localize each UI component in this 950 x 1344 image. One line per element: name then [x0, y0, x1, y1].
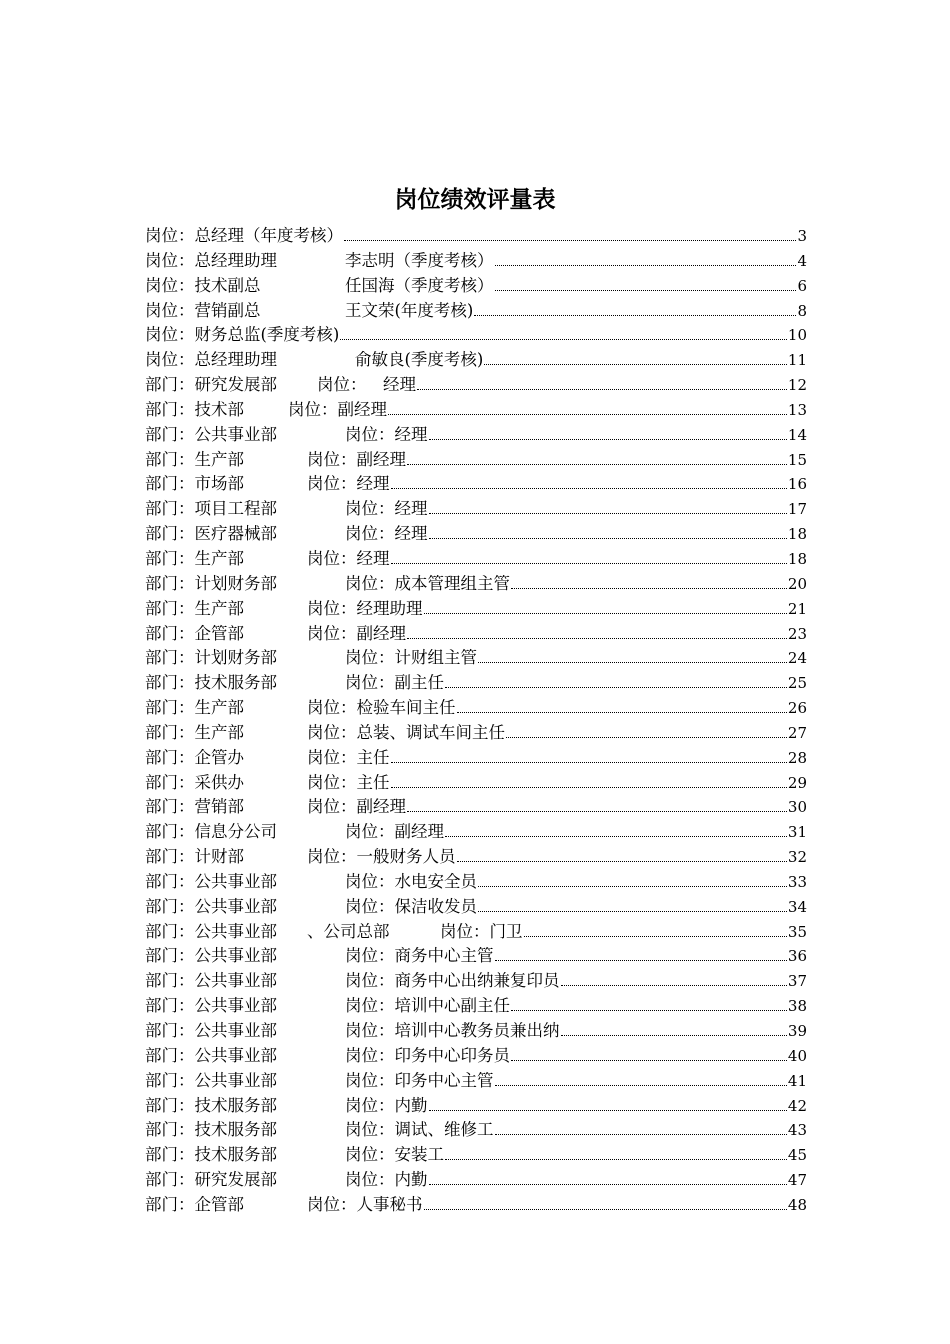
toc-entry-part: 岗位：副经理	[307, 449, 406, 469]
toc-dot-leader	[445, 835, 787, 837]
toc-entry-part: 部门：技术服务部	[145, 1145, 277, 1165]
toc-entry-part: 岗位：检验车间主任	[307, 698, 456, 718]
toc-dot-leader	[478, 910, 787, 912]
toc-entry[interactable]	[145, 249, 807, 274]
toc-dot-leader	[445, 686, 787, 688]
toc-entry[interactable]	[145, 1069, 807, 1094]
toc-entry-part: 岗位：内勤	[345, 1170, 428, 1190]
toc-entry-part: 部门：技术部	[145, 399, 244, 419]
toc-entry-part: 部门：生产部	[145, 548, 244, 568]
toc-entry-part: 岗位：印务中心主管	[345, 1070, 494, 1090]
toc-entry-part: 岗位：培训中心副主任	[345, 996, 510, 1016]
toc-entry-part: 部门：公共事业部	[145, 921, 277, 941]
toc-dot-leader	[524, 935, 787, 937]
toc-entry-part: 岗位：商务中心主管	[345, 946, 494, 966]
toc-dot-leader	[474, 314, 796, 316]
toc-entry-part: 部门：企管部	[145, 623, 244, 643]
toc-page-number: 24	[787, 649, 807, 668]
toc-entry-text	[145, 522, 428, 547]
toc-page-number: 38	[787, 997, 807, 1016]
toc-entry-part: 部门：技术服务部	[145, 1095, 277, 1115]
toc-entry-part: 部门：营销部	[145, 797, 244, 817]
toc-dot-leader	[407, 463, 787, 465]
toc-dot-leader	[391, 487, 787, 489]
toc-dot-leader	[429, 1183, 787, 1185]
toc-entry-text	[145, 994, 510, 1019]
toc-page-number: 27	[787, 723, 807, 742]
toc-page-number: 20	[787, 574, 807, 593]
toc-entry[interactable]	[145, 1019, 807, 1044]
toc-entry[interactable]	[145, 1118, 807, 1143]
toc-dot-leader	[457, 860, 787, 862]
toc-entry-part: 岗位：总装、调试车间主任	[307, 722, 505, 742]
toc-dot-leader	[445, 1158, 787, 1160]
toc-entry-text	[145, 845, 456, 870]
toc-dot-leader	[340, 338, 787, 340]
toc-page-number: 21	[787, 599, 807, 618]
toc-entry-text	[145, 249, 494, 274]
toc-page-number: 6	[797, 276, 807, 295]
toc-entry[interactable]	[145, 224, 807, 249]
toc-entry-part: 岗位：总经理助理	[145, 250, 277, 270]
toc-entry-text	[145, 597, 423, 622]
toc-page-number: 14	[787, 425, 807, 444]
toc-page-number: 16	[787, 475, 807, 494]
toc-dot-leader	[407, 810, 787, 812]
toc-entry-part: 岗位：成本管理组主管	[345, 573, 510, 593]
toc-dot-leader	[495, 264, 797, 266]
toc-dot-leader	[388, 413, 787, 415]
toc-page-number: 32	[787, 848, 807, 867]
toc-entry[interactable]	[145, 895, 807, 920]
toc-entry-part: 部门：项目工程部	[145, 499, 277, 519]
toc-entry-part: 岗位：经理助理	[307, 598, 423, 618]
toc-entry-text	[145, 348, 483, 373]
toc-entry-text	[145, 746, 390, 771]
toc-dot-leader	[561, 1034, 787, 1036]
toc-entry[interactable]	[145, 696, 807, 721]
toc-dot-leader	[495, 959, 787, 961]
toc-entry-text	[145, 1044, 510, 1069]
toc-entry-part: 部门：计划财务部	[145, 573, 277, 593]
toc-entry-part: 部门：企管部	[145, 1194, 244, 1214]
toc-entry-part: 岗位：培训中心教务员兼出纳	[345, 1021, 560, 1040]
toc-entry[interactable]	[145, 795, 807, 820]
toc-entry-part: 部门：公共事业部	[145, 1021, 277, 1040]
toc-page-number: 35	[787, 922, 807, 941]
toc-entry-part: 部门：市场部	[145, 474, 244, 494]
toc-entry-part: 岗位：调试、维修工	[345, 1120, 494, 1140]
toc-entry-text	[145, 299, 473, 324]
toc-entry-text	[145, 323, 339, 348]
toc-entry-text	[145, 721, 505, 746]
toc-page-number: 31	[787, 823, 807, 842]
toc-entry-text	[145, 820, 444, 845]
toc-entry-text	[145, 423, 428, 448]
toc-entry-text	[145, 895, 477, 920]
toc-dot-leader	[495, 1133, 787, 1135]
toc-entry[interactable]	[145, 1044, 807, 1069]
toc-page-number: 3	[797, 227, 807, 245]
toc-entry-part: 部门：企管办	[145, 747, 244, 767]
toc-entry[interactable]	[145, 646, 807, 671]
toc-dot-leader	[478, 661, 787, 663]
toc-page-number: 8	[797, 301, 807, 320]
toc-page-number: 41	[787, 1071, 807, 1090]
toc-entry-part: 岗位：人事秘书	[307, 1194, 423, 1214]
toc-entry-part: 岗位：经理	[345, 499, 428, 519]
toc-entry-text	[145, 497, 428, 522]
toc-dot-leader	[407, 637, 787, 639]
toc-page-number: 4	[797, 251, 807, 270]
toc-page-number: 39	[787, 1022, 807, 1040]
toc-entry[interactable]	[145, 721, 807, 746]
toc-entry-part: 、公司总部	[307, 921, 390, 941]
toc-dot-leader	[561, 984, 787, 986]
toc-entry[interactable]	[145, 944, 807, 969]
toc-entry[interactable]	[145, 969, 807, 994]
toc-entry-text	[145, 771, 390, 796]
toc-entry-part: 部门：研究发展部	[145, 375, 277, 395]
toc-entry-text	[145, 572, 510, 597]
toc-entry-part: 岗位：副经理	[307, 623, 406, 643]
toc-entry-part: 部门：技术服务部	[145, 1120, 277, 1140]
toc-entry[interactable]	[145, 299, 807, 324]
toc-dot-leader	[478, 885, 787, 887]
toc-page-number: 12	[787, 376, 807, 395]
toc-page-number: 10	[787, 326, 807, 345]
toc-page-number: 26	[787, 699, 807, 718]
toc-entry[interactable]	[145, 845, 807, 870]
toc-entry-text	[145, 671, 444, 696]
toc-entry-part: 岗位：财务总监(季度考核)	[145, 325, 340, 345]
toc-dot-leader	[457, 711, 787, 713]
toc-dot-leader	[506, 736, 787, 738]
toc-entry-text	[145, 1094, 428, 1119]
toc-entry[interactable]	[145, 870, 807, 895]
toc-dot-leader	[344, 239, 796, 241]
toc-entry-part: 岗位：一般财务人员	[307, 847, 456, 867]
toc-entry-part: 部门：医疗器械部	[145, 524, 277, 544]
toc-entry[interactable]	[145, 373, 807, 398]
toc-entry-part: 岗位：副经理	[288, 399, 387, 419]
toc-entry[interactable]	[145, 771, 807, 796]
toc-entry[interactable]	[145, 448, 807, 473]
toc-dot-leader	[511, 1059, 787, 1061]
toc-entry[interactable]	[145, 423, 807, 448]
toc-entry-text	[145, 547, 390, 572]
toc-entry-part: 任国海（季度考核）	[345, 275, 494, 295]
toc-entry[interactable]	[145, 1143, 807, 1168]
toc-page-number: 17	[787, 500, 807, 519]
toc-entry-text	[145, 224, 343, 249]
toc-dot-leader	[429, 537, 787, 539]
toc-entry[interactable]	[145, 820, 807, 845]
toc-entry-part: 部门：采供办	[145, 772, 244, 792]
toc-page-number: 36	[787, 947, 807, 966]
toc-entry-part: 岗位：主任	[307, 747, 390, 767]
toc-dot-leader	[495, 1084, 787, 1086]
toc-dot-leader	[495, 289, 797, 291]
toc-entry-part: 李志明（季度考核）	[345, 250, 494, 270]
toc-entry[interactable]	[145, 497, 807, 522]
toc-entry[interactable]	[145, 671, 807, 696]
toc-page-number: 47	[787, 1171, 807, 1190]
toc-page-number: 30	[787, 798, 807, 817]
toc-entry[interactable]	[145, 274, 807, 299]
toc-page-number: 18	[787, 525, 807, 544]
toc-page-number: 28	[787, 748, 807, 767]
toc-entry-part: 岗位：副经理	[345, 822, 444, 842]
toc-page-number: 15	[787, 450, 807, 469]
toc-entry[interactable]	[145, 920, 807, 945]
toc-dot-leader	[391, 562, 787, 564]
toc-entry-part: 岗位：营销副总	[145, 300, 261, 320]
toc-dot-leader	[429, 512, 787, 514]
toc-entry-part: 部门：公共事业部	[145, 946, 277, 966]
toc-entry-part: 岗位：商务中心出纳兼复印员	[345, 971, 560, 991]
toc-entry[interactable]	[145, 1193, 807, 1218]
toc-entry-part: 岗位：安装工	[345, 1145, 444, 1165]
toc-page-number: 42	[787, 1096, 807, 1115]
toc-entry-part: 岗位：经理	[307, 548, 390, 568]
toc-entry-part: 部门：公共事业部	[145, 871, 277, 891]
toc-entry-text	[145, 696, 456, 721]
toc-page-number: 11	[787, 351, 807, 370]
toc-page-number: 34	[787, 897, 807, 916]
toc-entry-text	[145, 448, 406, 473]
toc-entry-part: 岗位：	[317, 375, 367, 395]
toc-entry-part: 俞敏良(季度考核)	[355, 350, 484, 370]
toc-page-number: 43	[787, 1121, 807, 1140]
toc-entry[interactable]	[145, 348, 807, 373]
toc-dot-leader	[511, 1009, 787, 1011]
toc-entry[interactable]	[145, 622, 807, 647]
toc-entry-part: 部门：公共事业部	[145, 996, 277, 1016]
toc-dot-leader	[484, 363, 787, 365]
toc-entry-part: 部门：研究发展部	[145, 1170, 277, 1190]
toc-entry-part: 部门：公共事业部	[145, 1070, 277, 1090]
toc-entry-part: 经理	[383, 375, 416, 395]
toc-entry-part: 岗位：总经理助理	[145, 350, 277, 370]
toc-page-number: 25	[787, 674, 807, 693]
toc-page-number: 33	[787, 872, 807, 891]
toc-dot-leader	[391, 786, 787, 788]
toc-entry-text	[145, 1168, 428, 1193]
toc-entry-part: 岗位：主任	[307, 772, 390, 792]
toc-dot-leader	[511, 587, 787, 589]
toc-entry-text	[145, 795, 406, 820]
toc-page-number: 13	[787, 400, 807, 419]
toc-entry-part: 岗位：印务中心印务员	[345, 1045, 510, 1065]
toc-entry-part: 部门：公共事业部	[145, 971, 277, 991]
toc-entry-part: 岗位：保洁收发员	[345, 896, 477, 916]
toc-dot-leader	[417, 388, 787, 390]
toc-entry[interactable]	[145, 572, 807, 597]
toc-entry[interactable]	[145, 547, 807, 572]
toc-entry-text	[145, 398, 387, 423]
toc-page-number: 48	[787, 1195, 807, 1214]
toc-dot-leader	[429, 1109, 787, 1111]
toc-entry-text	[145, 373, 416, 398]
toc-entry-part: 岗位：水电安全员	[345, 871, 477, 891]
toc-page-number: 45	[787, 1146, 807, 1165]
toc-entry[interactable]	[145, 994, 807, 1019]
toc-page-number: 23	[787, 624, 807, 643]
toc-entry-part: 岗位：计财组主管	[345, 648, 477, 668]
toc-entry-text	[145, 1118, 494, 1143]
toc-entry-part: 岗位：总经理（年度考核）	[145, 226, 343, 245]
toc-page-number: 40	[787, 1046, 807, 1065]
toc-dot-leader	[391, 761, 787, 763]
toc-entry-text	[145, 870, 477, 895]
toc-entry[interactable]	[145, 323, 807, 348]
toc-entry[interactable]	[145, 522, 807, 547]
toc-entry[interactable]	[145, 472, 807, 497]
toc-entry-text	[145, 646, 477, 671]
toc-page-number: 37	[787, 972, 807, 991]
toc-entry-part: 部门：生产部	[145, 449, 244, 469]
toc-dot-leader	[424, 612, 787, 614]
toc-entry-text	[145, 1193, 423, 1218]
toc-entry-part: 部门：公共事业部	[145, 896, 277, 916]
toc-entry-part: 部门：计财部	[145, 847, 244, 867]
toc-entry-text	[145, 1069, 494, 1094]
toc-entry-part: 岗位：门卫	[440, 921, 523, 941]
toc-entry-part: 部门：信息分公司	[145, 822, 277, 842]
toc-dot-leader	[429, 438, 787, 440]
page-title: 岗位绩效评量表	[394, 186, 556, 213]
toc-page-number: 18	[787, 549, 807, 568]
toc-entry[interactable]	[145, 1094, 807, 1119]
toc-entry-part: 岗位：副经理	[307, 797, 406, 817]
toc-entry-part: 王文荣(年度考核)	[345, 300, 474, 320]
toc-entry-part: 岗位：副主任	[345, 673, 444, 693]
table-of-contents	[145, 224, 807, 1218]
toc-entry-text	[145, 944, 494, 969]
toc-entry-text	[145, 622, 406, 647]
toc-entry-text	[145, 274, 494, 299]
toc-entry[interactable]	[145, 398, 807, 423]
toc-entry-part: 部门：生产部	[145, 722, 244, 742]
toc-entry-part: 岗位：经理	[345, 524, 428, 544]
toc-entry-text	[145, 969, 560, 994]
toc-entry-part: 部门：技术服务部	[145, 673, 277, 693]
toc-entry-text	[145, 1019, 560, 1044]
toc-entry[interactable]	[145, 746, 807, 771]
toc-entry-part: 部门：公共事业部	[145, 1045, 277, 1065]
toc-entry[interactable]	[145, 597, 807, 622]
toc-entry-part: 部门：生产部	[145, 698, 244, 718]
toc-page-number: 29	[787, 773, 807, 792]
toc-entry-part: 部门：公共事业部	[145, 424, 277, 444]
toc-entry-part: 岗位：经理	[307, 474, 390, 494]
toc-entry[interactable]	[145, 1168, 807, 1193]
toc-entry-part: 部门：生产部	[145, 598, 244, 618]
toc-entry-text	[145, 920, 523, 945]
toc-entry-part: 岗位：经理	[345, 424, 428, 444]
toc-entry-text	[145, 472, 390, 497]
toc-entry-part: 部门：计划财务部	[145, 648, 277, 668]
toc-entry-text	[145, 1143, 444, 1168]
toc-entry-part: 岗位：技术副总	[145, 275, 261, 295]
toc-dot-leader	[424, 1208, 787, 1210]
toc-entry-part: 岗位：内勤	[345, 1095, 428, 1115]
